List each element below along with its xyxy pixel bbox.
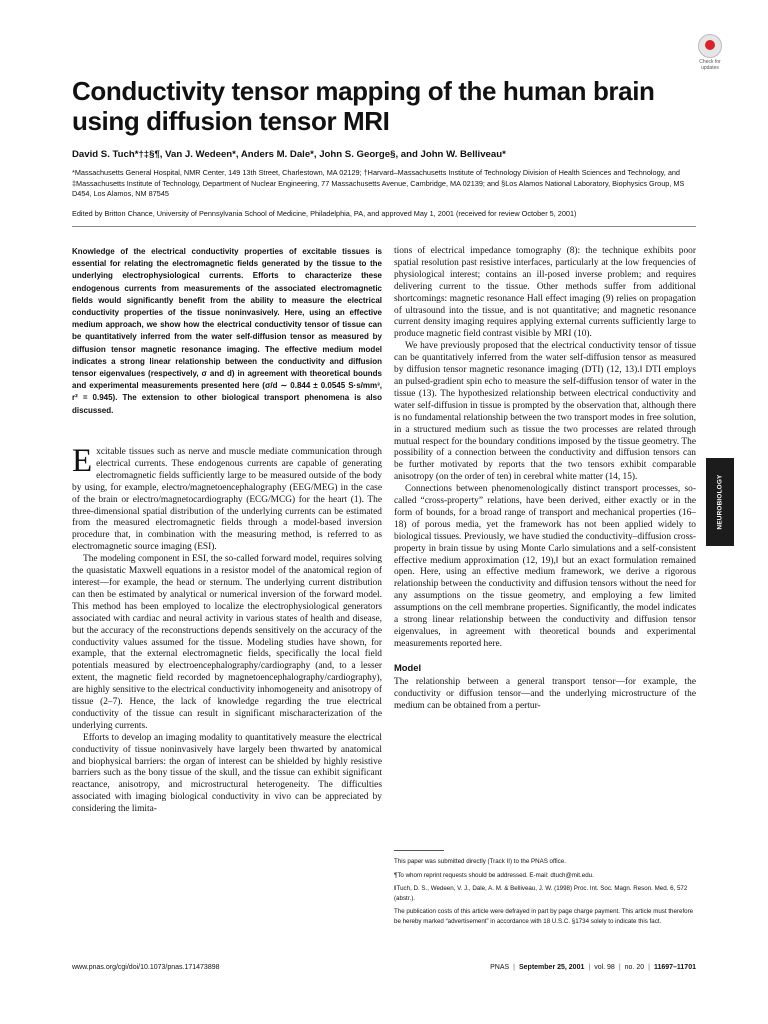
check-for-updates-label: Check for updates xyxy=(699,59,721,71)
footer-issue: no. 20 xyxy=(624,964,645,971)
check-for-updates-badge[interactable] xyxy=(694,34,726,71)
footnote-reference: ‖Tuch, D. S., Wedeen, V. J., Dale, A. M. & Belliveau, J. W. (1998) Proc. Int. Soc. Magn. Reson. Med. 6, 572 (abstr.). xyxy=(394,885,688,902)
footnotes xyxy=(394,857,696,931)
intro-paragraph-4: tions of electrical impedance tomography (8): the technique exhibits poor spatial resolution past resistive interfaces, particularly at the low frequencies of physiological interest; contains an ill-posed inverse problem; and requires delivering current to the tissue. Other methods suffer from additional shortcomings: magnetic resonance Hall effect imaging (9) relies on propagation of ultrasound into the tissue, and is not quantitative; and magnetic resonance current density imaging requires applying external currents sufficiently large to produce magnetic field contrast visible by MRI (10). xyxy=(394,246,696,340)
header-divider xyxy=(72,226,696,227)
footnote-publication-costs: The publication costs of this article were defrayed in part by page charge payment. This article must therefore be hereby marked “advertisement” in accordance with 18 U.S.C. §1734 solely to indicate this fact. xyxy=(394,908,694,925)
intro-paragraph-1: Excitable tissues such as nerve and muscle mediate communication through electrical currents. These endogenous currents are capable of generating electromagnetic fields sufficiently large to be measured outside of the body by using, for example, electro/magnetoencephalography (EEG/MEG) in the case of the brain or electro/magnetocardiography (ECG/MCG) for the heart (1). The three-dimensional spatial distribution of the underlying currents can be estimated from the measured electromagnetic fields through a model-based inversion procedure that, in combination with the measuring method, is referred to as electromagnetic source imaging (ESI). xyxy=(72,443,382,553)
abstract: Knowledge of the electrical conductivity properties of excitable tissues is essential for relating the electromagnetic fields generated by the tissue to the underlying electrophysiological currents. Efforts to characterize these endogenous currents from measurements of the associated electromagnetic fields would significantly benefit from the ability to measure the electrical conductivity properties of the tissue noninvasively. Here, using an effective medium approach, we show how the electrical conductivity tensor of tissue can be quantitatively inferred from the water self-diffusion tensor as measured by diffusion tensor magnetic resonance imaging. The effective medium model indicates a strong linear relationship between the conductivity and diffusion tensor eigenvalues (respectively, σ and d) in agreement with theoretical bounds and experimental measurements presented here (σ/d ∼ 0.844 ± 0.0545 S·s/mm³, r² = 0.945). The extension to other biological transport phenomena is also discussed. xyxy=(72,247,382,415)
affiliations: *Massachusetts General Hospital, NMR Center, 149 13th Street, Charlestown, MA 02129; †Harvard–Massachusetts Institute of Technology Division of Health Sciences and Technology, and ‡Massachusetts Institute of Technology, Department of Nuclear Engineering, 77 Massachusetts Avenue, Cambridge, MA 02139; and §Los Alamos National Laboratory, Biophysics Group, MS D454, Los Alamos, NM 87545 xyxy=(72,168,685,198)
body-column-left xyxy=(72,443,382,816)
section-tab-label: NEUROBIOLOGY xyxy=(716,474,724,530)
footnote-divider xyxy=(394,850,444,851)
page-footer-citation: PNAS | September 25, 2001 | vol. 98 | no. 20 | 11697–11701 xyxy=(490,964,696,971)
footer-pages: 11697–11701 xyxy=(653,964,696,971)
check-for-updates-icon xyxy=(698,34,722,58)
intro-paragraph-3: Efforts to develop an imaging modality to quantitatively measure the electrical conductivity of tissue noninvasively have largely been thwarted by anatomical and biophysical barriers: the organ of interest can be shielded by highly resistive barriers such as the bony tissue of the skull, and the tissue can exhibit significant reactance, anisotropy, and microstructural heterogeneity. The difficulties associated with imaging biological conductivity in vivo can be appreciated by considering the limita- xyxy=(72,732,382,815)
footer-journal: PNAS xyxy=(490,964,510,971)
footer-volume: vol. 98 xyxy=(594,964,615,971)
footer-date: September 25, 2001 xyxy=(518,964,585,971)
intro-paragraph-2: The modeling component in ESI, the so-called forward model, requires solving the quasistatic Maxwell equations in a resistor model of the anatomical region of interest—for example, the head or sternum. The underlying current distribution can then be estimated by analytical or numerical inversion of the forward model. This method has been employed to localize the electrophysiological generators associated with cardiac and neural activity in various states of health and disease, but the accuracy of the reconstructions depends sensitively on the accuracy of the conductivity values assumed for the tissue. Modeling studies have shown, for example, that the external electromagnetic fields, specifically the local field potentials measured by electroencephalography/cardiography (and, to a lesser extent, the magnetic field recorded by magnetoencephalography/cardiography), are highly sensitive to the electrical conductivity inhomogeneity and anisotropy of tissue (2–7). Hence, the lack of knowledge regarding the true electrical conductivity of the tissue can result in significant mischaracterization of the underlying currents. xyxy=(72,554,382,731)
article-title: Conductivity tensor mapping of the human brain using diffusion tensor MRI xyxy=(72,76,655,136)
intro-paragraph-5: We have previously proposed that the electrical conductivity tensor of tissue can be quantitatively inferred from the water self-diffusion tensor as measured by diffusion tensor magnetic resonance imaging (DTI) (12, 13).‖ DTI employs an pulsed-gradient spin echo to measure the self-diffusion tensor of water in the tissue (13). The hypothesized relationship between electrical conductivity and water self-diffusion in tissue is prompted by the observation that, although there is no fundamental relationship between the two transport modes in free solution, in a structured medium such as tissue the two processes are related through mutual respect for the boundary conditions imposed by the tissue geometry. The possibility of a connection between the conductivity and diffusion tensors can be further motivated by reports that the two tensors exhibit comparable anisotropy (on the order of ten) in cerebral white matter (14, 15). xyxy=(394,341,696,483)
footnote-submission: This paper was submitted directly (Track II) to the PNAS office. xyxy=(394,858,566,865)
section-heading-model: Model xyxy=(394,661,422,673)
drop-cap: E xyxy=(72,443,93,479)
body-column-right xyxy=(394,246,696,712)
intro-paragraph-6: Connections between phenomenologically distinct transport processes, so-called “cross-property” relations, have been derived, either exactly or in the form of bounds, for a broad range of transport and mechanical properties (16–18) of porous media, yet the framework has not been applied widely to biological tissues. Previously, we have studied the conductivity–diffusion cross-property in brain tissue by using Monte Carlo simulations and a self-consistent effective medium approximation (12, 19),‖ but an exact formulation remained open. Here, using an effective medium framework, we derive a rigorous relationship between the conductivity and diffusion tensors without the need for any assumptions on the tissue geometry, and employing a few limited assumptions on the cell membrane properties. Significantly, the model indicates a strong linear relationship between the conductivity and diffusion tensor eigenvalues, in agreement with theoretical bounds and experimental measurements reported here. xyxy=(394,484,696,649)
doi-link[interactable]: www.pnas.org/cgi/doi/10.1073/pnas.171473898 xyxy=(72,964,220,971)
model-paragraph: The relationship between a general transport tensor—for example, the conductivity or diffusion tensor—and the underlying microstructure of the medium can be obtained from a pertur- xyxy=(394,676,696,711)
footnote-reprints: ¶To whom reprint requests should be addressed. E-mail: dtuch@mit.edu. xyxy=(394,871,594,879)
section-tab xyxy=(706,458,734,546)
edited-by-line: Edited by Britton Chance, University of Pennsylvania School of Medicine, Philadelphia, PA, and approved May 1, 2001 (received for review October 5, 2001) xyxy=(72,209,577,218)
author-list: David S. Tuch*†‡§¶, Van J. Wedeen*, Anders M. Dale*, John S. George§, and John W. Belliveau* xyxy=(72,149,506,160)
